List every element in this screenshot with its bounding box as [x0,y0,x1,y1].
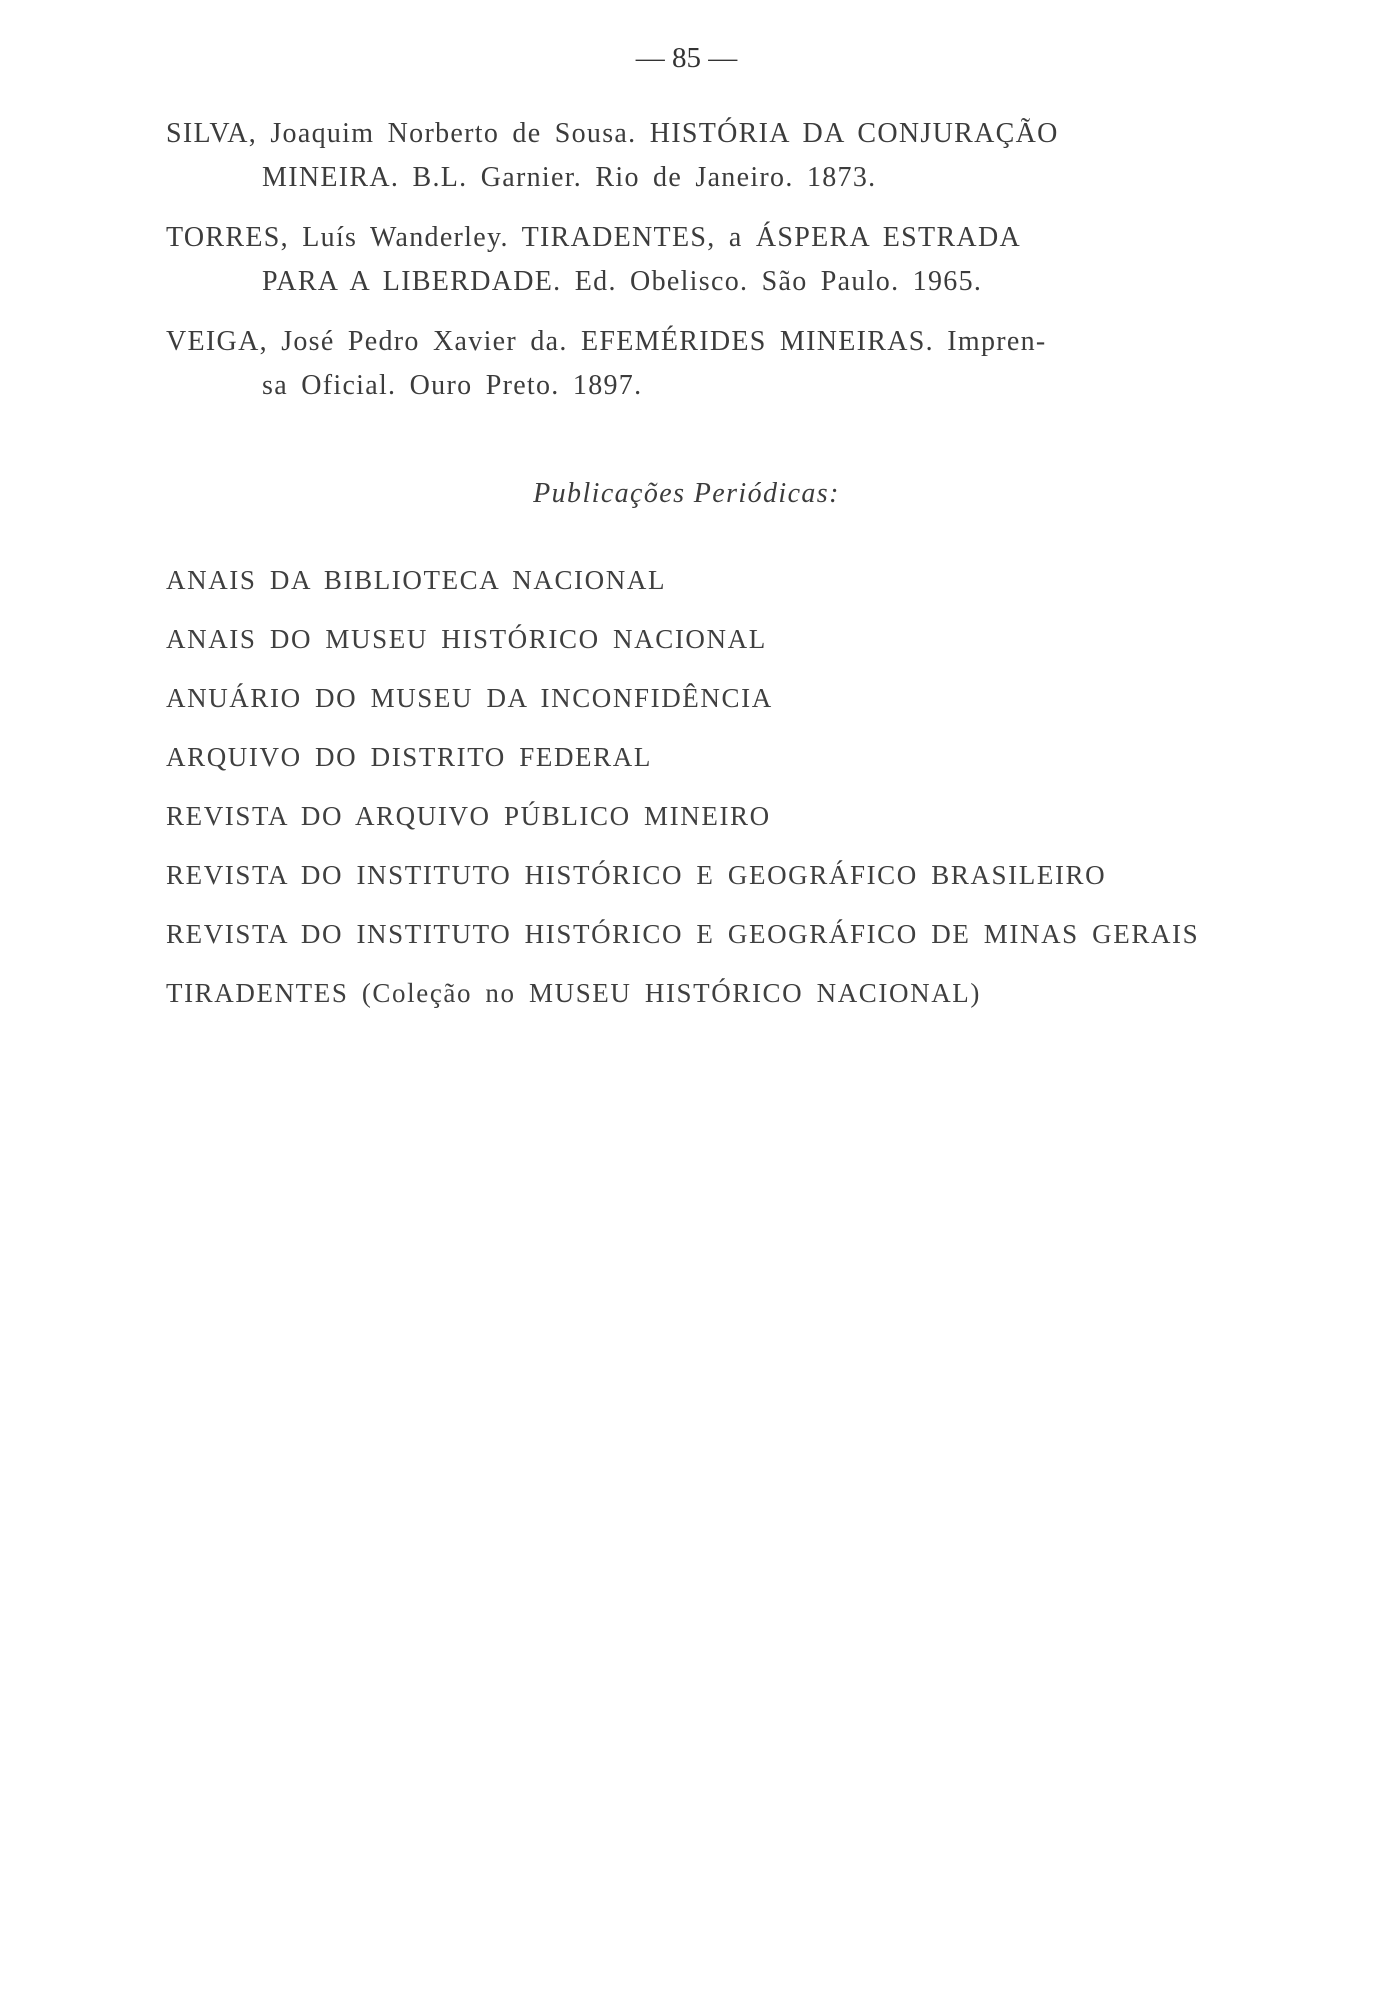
bibliography-entry-silva [166,112,1246,200]
bibliography-entry-continuation: MINEIRA. B.L. Garnier. Rio de Janeiro. 1873. [262,162,877,193]
bibliography-entry-veiga [166,320,1246,408]
periodical-item: ANAIS DO MUSEU HISTÓRICO NACIONAL [166,624,767,654]
page-number: — 85 — [635,42,738,74]
periodical-item: ANAIS DA BIBLIOTECA NACIONAL [166,565,667,595]
periodical-item: REVISTA DO INSTITUTO HISTÓRICO E GEOGRÁFICO DE MINAS GERAIS [166,919,1200,949]
section-heading-periodicals: Publicações Periódicas: [533,478,840,509]
bibliography-entry-line: TORRES, Luís Wanderley. TIRADENTES, a ÁSPERA ESTRADA [166,222,1021,253]
bibliography-entry-continuation: sa Oficial. Ouro Preto. 1897. [262,370,643,401]
periodical-item: ANUÁRIO DO MUSEU DA INCONFIDÊNCIA [166,683,773,713]
bibliography-entry-line: VEIGA, José Pedro Xavier da. EFEMÉRIDES MINEIRAS. Impren- [166,326,1047,357]
bibliography-entry-line: SILVA, Joaquim Norberto de Sousa. HISTÓRIA DA CONJURAÇÃO [166,118,1059,149]
periodical-item: REVISTA DO INSTITUTO HISTÓRICO E GEOGRÁFICO BRASILEIRO [166,860,1107,890]
periodical-item: REVISTA DO ARQUIVO PÚBLICO MINEIRO [166,801,771,831]
periodical-item: ARQUIVO DO DISTRITO FEDERAL [166,742,652,772]
bibliography-entry-torres [166,216,1246,304]
periodical-item: TIRADENTES (Coleção no MUSEU HISTÓRICO NACIONAL) [166,978,981,1008]
periodicals-list [166,558,1256,1030]
bibliography-entry-continuation: PARA A LIBERDADE. Ed. Obelisco. São Paulo. 1965. [262,266,983,297]
